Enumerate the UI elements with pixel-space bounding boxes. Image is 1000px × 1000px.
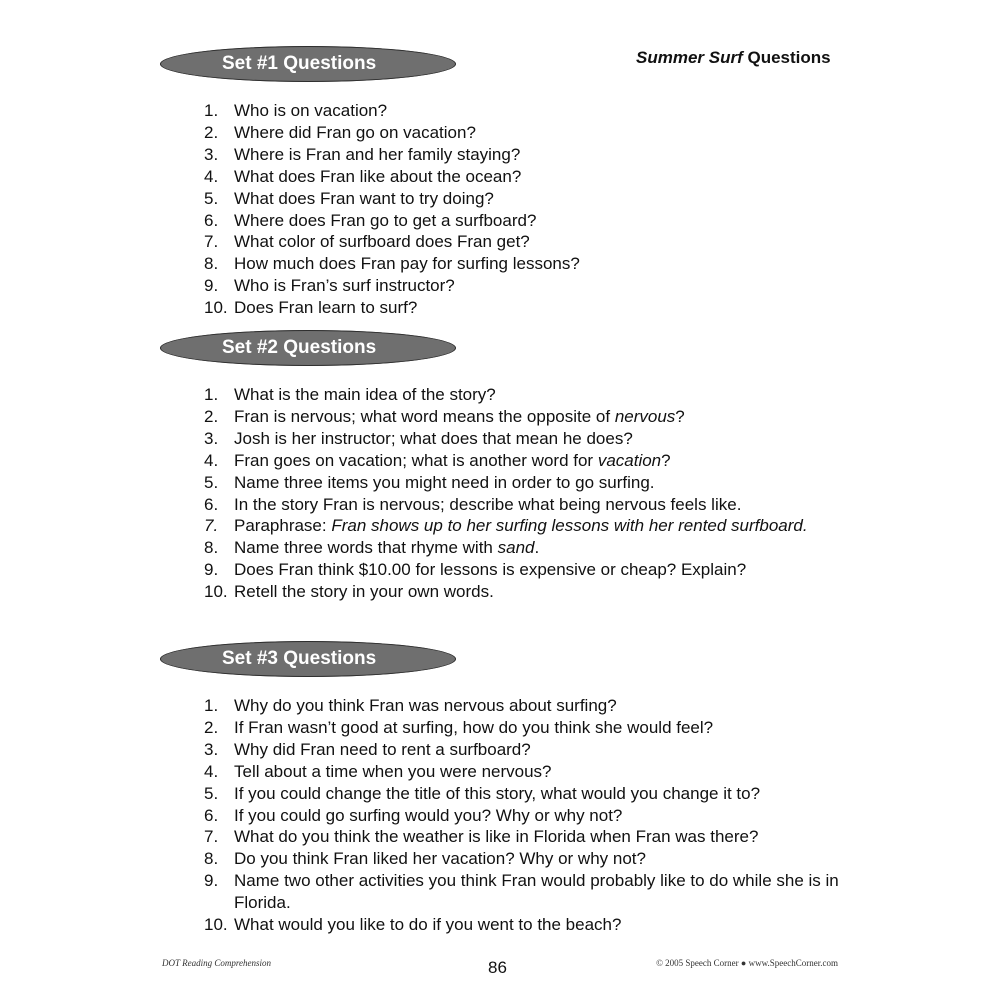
question-text [234, 581, 494, 603]
question-set-2 [160, 330, 860, 603]
question-text [234, 231, 530, 253]
question-number [160, 515, 234, 537]
question-number [160, 783, 234, 805]
question-number [160, 537, 234, 559]
set-2-question-7 [160, 515, 860, 537]
title-story-name: Summer Surf [636, 48, 743, 67]
question-text-emphasis: sand [497, 538, 535, 558]
question-number [160, 231, 234, 253]
question-number-label: 1. [204, 101, 219, 120]
question-number [160, 275, 234, 297]
set-3-question-9 [160, 870, 860, 914]
question-text-emphasis: nervous [614, 406, 676, 426]
question-number [160, 695, 234, 717]
question-text-segment: Tell about a time when you were nervous? [234, 761, 552, 781]
question-number [160, 761, 234, 783]
question-text [234, 210, 536, 232]
question-set-1 [160, 46, 860, 319]
question-number-label: 6. [204, 805, 219, 825]
set-1-question-2 [160, 122, 860, 144]
set-3-question-1 [160, 695, 860, 717]
question-text-segment: Name three items you might need in order to go surfing. [234, 472, 655, 492]
question-number-label: 3. [204, 144, 219, 164]
question-number-label: 3. [204, 428, 219, 448]
question-text [234, 537, 539, 559]
question-text-segment: Fran is nervous; what word means the opposite of [234, 406, 615, 426]
set-2-question-list [160, 384, 860, 603]
question-text-segment: What does Fran want to try doing? [234, 188, 494, 208]
question-number-label: 3. [204, 739, 219, 759]
question-text [234, 848, 646, 870]
question-number [160, 253, 234, 275]
question-number [160, 870, 234, 914]
question-text [234, 914, 621, 936]
question-text-segment: Fran goes on vacation; what is another word for [234, 450, 598, 470]
question-text-segment: What is the main idea of the story? [234, 385, 496, 404]
page-number: 86 [488, 958, 507, 977]
question-number-label: 1. [204, 385, 219, 404]
question-number [160, 144, 234, 166]
question-set-3 [160, 641, 860, 936]
question-text-segment: If Fran wasn’t good at surfing, how do you think she would feel? [234, 717, 714, 737]
question-number [160, 122, 234, 144]
question-number-label: 7. [204, 232, 219, 252]
question-number-label: 2. [204, 122, 219, 142]
question-text [234, 739, 531, 761]
set-2-question-10 [160, 581, 860, 603]
question-number-label: 6. [204, 494, 219, 514]
question-number-label: 5. [204, 188, 219, 208]
question-number [160, 914, 234, 936]
question-text-segment: Does Fran learn to surf? [234, 298, 418, 318]
set-1-question-3 [160, 144, 860, 166]
question-text-segment: Where is Fran and her family staying? [234, 144, 521, 164]
set-2-question-9 [160, 559, 860, 581]
question-number [160, 188, 234, 210]
question-text [234, 472, 655, 494]
set-3-question-8 [160, 848, 860, 870]
question-number [160, 472, 234, 494]
set-3-question-7 [160, 826, 860, 848]
set-3-question-5 [160, 783, 860, 805]
question-text-segment: Retell the story in your own words. [234, 582, 494, 602]
question-text [234, 717, 713, 739]
question-text-segment: Name three words that rhyme with [234, 538, 498, 558]
question-text [234, 253, 580, 275]
question-number-label: 8. [204, 254, 219, 274]
question-text [234, 826, 758, 848]
question-text-emphasis: vacation [597, 450, 662, 470]
set-2-question-2 [160, 406, 860, 428]
question-number-label: 9. [204, 276, 219, 296]
question-number [160, 848, 234, 870]
question-number [160, 428, 234, 450]
question-text-segment: ? [675, 406, 685, 426]
set-3-question-2 [160, 717, 860, 739]
set-3-question-list [160, 695, 860, 936]
set-1-header-pill [160, 46, 456, 82]
question-number-label: 1. [204, 696, 219, 715]
question-text-segment: Why did Fran need to rent a surfboard? [234, 739, 531, 759]
question-text-segment: Do you think Fran liked her vacation? Why or why not? [234, 849, 646, 869]
question-number-label: 2. [204, 406, 219, 426]
question-number-label: 10. [204, 915, 228, 935]
question-text-segment: Where does Fran go to get a surfboard? [234, 210, 537, 230]
question-number-label: 10. [204, 298, 228, 318]
question-number [160, 739, 234, 761]
question-text-segment: Paraphrase: [234, 516, 332, 536]
question-text [234, 761, 552, 783]
set-1-question-8 [160, 253, 860, 275]
question-text-segment: ? [661, 450, 671, 470]
set-2-question-6 [160, 494, 860, 516]
question-number-label: 10. [204, 582, 228, 602]
set-2-question-4 [160, 450, 860, 472]
set-3-question-3 [160, 739, 860, 761]
question-text [234, 870, 860, 914]
question-number-label: 8. [204, 538, 219, 558]
question-number [160, 297, 234, 319]
question-number-label: 8. [204, 849, 219, 869]
question-number-label: 4. [204, 166, 219, 186]
question-text [234, 515, 808, 537]
question-text [234, 450, 671, 472]
question-number [160, 406, 234, 428]
question-text [234, 166, 521, 188]
question-text-segment: Why do you think Fran was nervous about surfing? [234, 696, 617, 715]
question-text [234, 406, 685, 428]
question-text [234, 144, 520, 166]
question-text-segment: Does Fran think $10.00 for lessons is expensive or cheap? Explain? [234, 560, 747, 580]
set-1-question-4 [160, 166, 860, 188]
question-number-label: 6. [204, 210, 219, 230]
question-number [160, 384, 234, 406]
set-2-label: Set #2 Questions [222, 337, 377, 358]
question-number-label: 5. [204, 783, 219, 803]
question-text-segment: Who is on vacation? [234, 101, 388, 120]
question-text [234, 428, 633, 450]
question-number-label: 7. [204, 516, 219, 536]
footer-copyright: © 2005 Speech Corner ● www.SpeechCorner.com [656, 958, 838, 968]
question-text-segment: How much does Fran pay for surfing lessons? [234, 254, 580, 274]
question-text [234, 100, 387, 122]
question-text-segment: . [534, 538, 540, 558]
set-1-question-list [160, 100, 860, 319]
question-text [234, 695, 617, 717]
question-text [234, 297, 417, 319]
question-number-label: 4. [204, 450, 219, 470]
question-number [160, 581, 234, 603]
question-number-label: 9. [204, 560, 219, 580]
question-number [160, 450, 234, 472]
set-2-question-8 [160, 537, 860, 559]
set-1-question-9 [160, 275, 860, 297]
question-text-emphasis: Fran shows up to her surfing lessons with her rented surfboard. [331, 516, 808, 536]
footer-book-title: DOT Reading Comprehension [162, 958, 271, 968]
question-text-segment: In the story Fran is nervous; describe what being nervous feels like. [234, 494, 742, 514]
question-text-segment: Josh is her instructor; what does that mean he does? [234, 428, 633, 448]
set-2-header-pill [160, 330, 456, 366]
question-text-segment: Who is Fran’s surf instructor? [234, 276, 455, 296]
question-number-label: 7. [204, 827, 219, 847]
set-2-question-3 [160, 428, 860, 450]
question-text [234, 384, 496, 406]
question-text [234, 559, 746, 581]
question-text [234, 494, 741, 516]
set-1-question-7 [160, 231, 860, 253]
title-suffix: Questions [742, 48, 831, 67]
set-3-question-6 [160, 805, 860, 827]
set-3-question-10 [160, 914, 860, 936]
question-text-segment: If you could change the title of this story, what would you change it to? [234, 783, 761, 803]
set-1-label: Set #1 Questions [222, 53, 377, 74]
set-2-question-5 [160, 472, 860, 494]
question-number-label: 4. [204, 761, 219, 781]
question-number-label: 2. [204, 717, 219, 737]
set-1-question-6 [160, 210, 860, 232]
question-text-segment: Where did Fran go on vacation? [234, 122, 476, 142]
question-text-segment: What does Fran like about the ocean? [234, 166, 522, 186]
question-number [160, 805, 234, 827]
question-text [234, 783, 760, 805]
question-number [160, 494, 234, 516]
question-text [234, 275, 455, 297]
question-text-segment: What color of surfboard does Fran get? [234, 232, 530, 252]
set-1-question-1 [160, 100, 860, 122]
question-number [160, 559, 234, 581]
question-number-label: 9. [204, 871, 219, 891]
set-3-question-4 [160, 761, 860, 783]
question-text [234, 122, 476, 144]
question-number [160, 717, 234, 739]
question-text-segment: If you could go surfing would you? Why or why not? [234, 805, 623, 825]
question-number [160, 100, 234, 122]
set-3-label: Set #3 Questions [222, 648, 377, 669]
question-number [160, 826, 234, 848]
question-text-segment: Name two other activities you think Fran would probably like to do while she is in Florida. [234, 871, 839, 913]
question-text-segment: What do you think the weather is like in Florida when Fran was there? [234, 827, 759, 847]
question-text [234, 188, 494, 210]
question-number [160, 210, 234, 232]
set-1-question-5 [160, 188, 860, 210]
question-text [234, 805, 622, 827]
question-number [160, 166, 234, 188]
set-2-question-1 [160, 384, 860, 406]
question-text-segment: What would you like to do if you went to the beach? [234, 915, 622, 935]
set-3-header-pill [160, 641, 456, 677]
question-number-label: 5. [204, 472, 219, 492]
set-1-question-10 [160, 297, 860, 319]
